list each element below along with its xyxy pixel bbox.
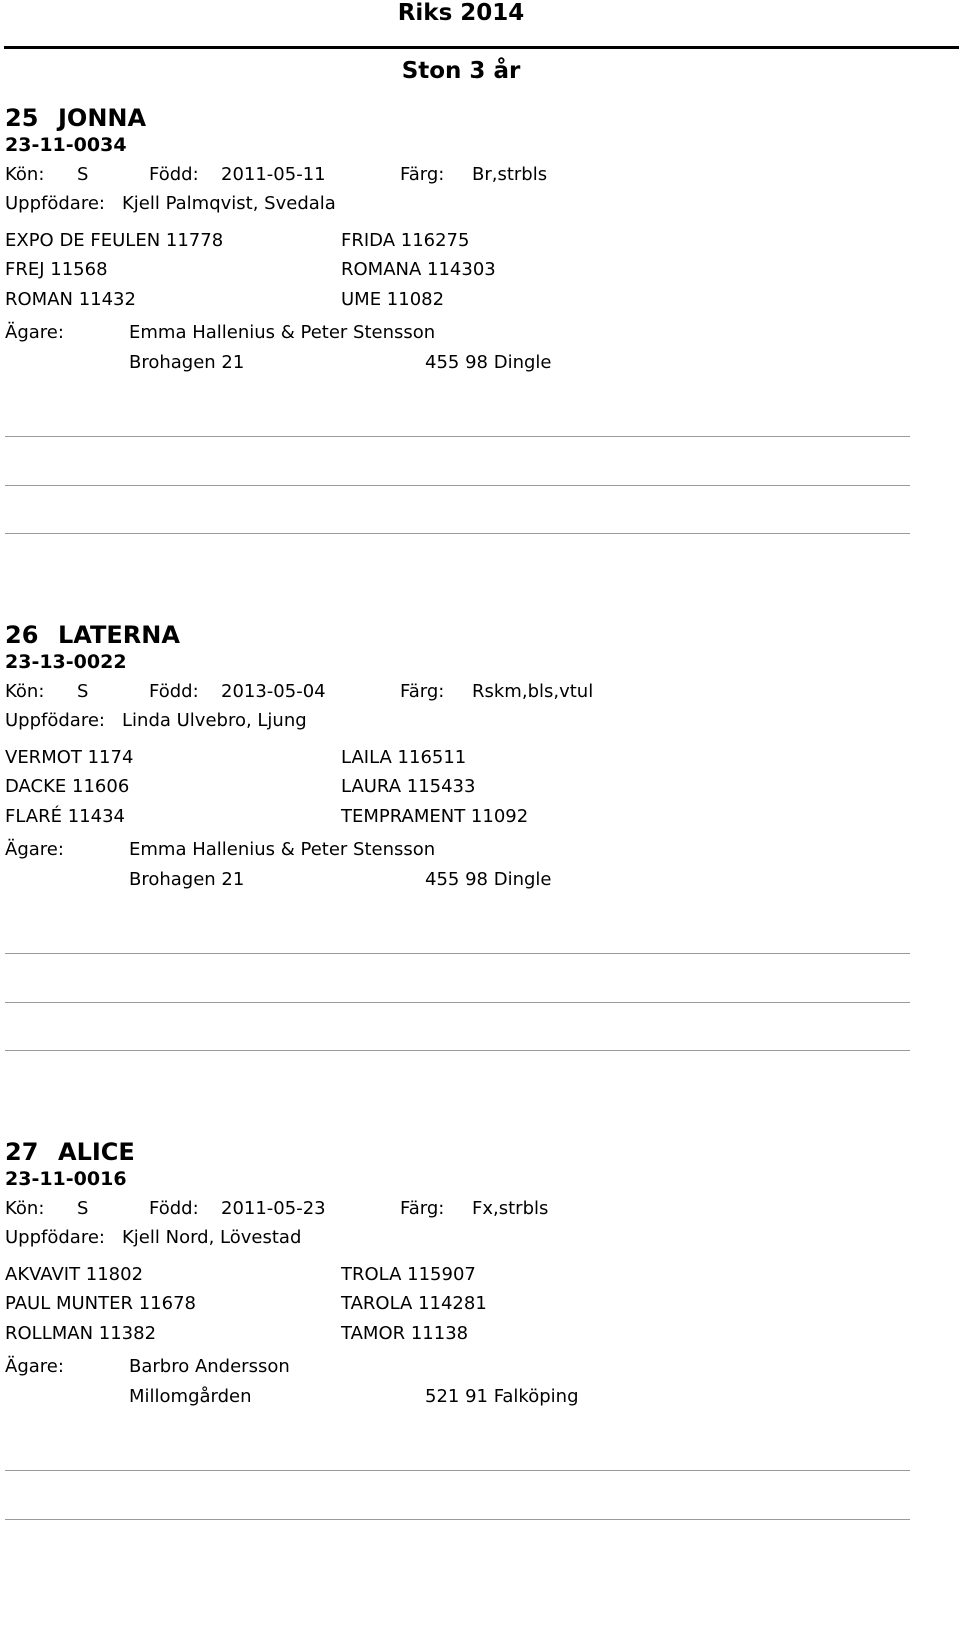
sex-label: Kön: bbox=[5, 1198, 45, 1219]
pedigree-row bbox=[0, 259, 960, 281]
pedigree-right: LAILA 116511 bbox=[341, 747, 467, 768]
owner-street: Millomgården bbox=[129, 1386, 252, 1407]
owner-street: Brohagen 21 bbox=[129, 869, 245, 890]
separator-line bbox=[5, 436, 910, 437]
owner-city: 521 91 Falköping bbox=[425, 1386, 579, 1407]
entry-number: 27 bbox=[5, 1138, 39, 1166]
pedigree-left: FLARÉ 11434 bbox=[5, 806, 125, 827]
details-row bbox=[0, 681, 960, 703]
pedigree-right: ROMANA 114303 bbox=[341, 259, 496, 280]
color-label: Färg: bbox=[400, 681, 445, 702]
owner-street: Brohagen 21 bbox=[129, 352, 245, 373]
registration-row bbox=[0, 651, 960, 673]
born-label: Född: bbox=[149, 681, 199, 702]
sex-value: S bbox=[77, 1198, 89, 1219]
separator-line bbox=[5, 1050, 910, 1051]
breeder-label: Uppfödare: bbox=[5, 193, 105, 214]
registration-row bbox=[0, 134, 960, 156]
owner-city: 455 98 Dingle bbox=[425, 352, 552, 373]
details-row bbox=[0, 1198, 960, 1220]
separator-line bbox=[5, 485, 910, 486]
owner-city: 455 98 Dingle bbox=[425, 869, 552, 890]
details-row bbox=[0, 164, 960, 186]
owner-row bbox=[0, 1356, 960, 1378]
owner-name: Emma Hallenius & Peter Stensson bbox=[129, 839, 436, 860]
pedigree-row bbox=[0, 776, 960, 798]
entry-heading bbox=[0, 621, 960, 649]
entry-heading bbox=[0, 1138, 960, 1166]
separator-line bbox=[5, 1519, 910, 1520]
pedigree-left: VERMOT 1174 bbox=[5, 747, 134, 768]
registration-number: 23-13-0022 bbox=[5, 651, 127, 673]
pedigree-left: EXPO DE FEULEN 11778 bbox=[5, 230, 224, 251]
pedigree-left: DACKE 11606 bbox=[5, 776, 130, 797]
pedigree-row bbox=[0, 289, 960, 311]
breeder-label: Uppfödare: bbox=[5, 1227, 105, 1248]
class-title: Ston 3 år bbox=[401, 58, 521, 84]
horse-entry bbox=[0, 104, 960, 544]
horse-entry bbox=[0, 621, 960, 1061]
color-value: Rskm,bls,vtul bbox=[472, 681, 594, 702]
pedigree-row bbox=[0, 230, 960, 252]
entry-heading bbox=[0, 104, 960, 132]
breeder-value: Kjell Nord, Lövestad bbox=[122, 1227, 302, 1248]
color-label: Färg: bbox=[400, 1198, 445, 1219]
pedigree-left: ROMAN 11432 bbox=[5, 289, 136, 310]
owner-name: Emma Hallenius & Peter Stensson bbox=[129, 322, 436, 343]
breeder-value: Linda Ulvebro, Ljung bbox=[122, 710, 307, 731]
pedigree-row bbox=[0, 806, 960, 828]
owner-label: Ägare: bbox=[5, 322, 64, 343]
header-rule bbox=[4, 46, 959, 49]
horse-name: JONNA bbox=[58, 104, 147, 132]
registration-number: 23-11-0016 bbox=[5, 1168, 127, 1190]
color-value: Br,strbls bbox=[472, 164, 548, 185]
pedigree-row bbox=[0, 747, 960, 769]
separator-line bbox=[5, 1470, 910, 1471]
breeder-row bbox=[0, 710, 960, 732]
sex-label: Kön: bbox=[5, 681, 45, 702]
pedigree-right: LAURA 115433 bbox=[341, 776, 476, 797]
born-label: Född: bbox=[149, 1198, 199, 1219]
separator-line bbox=[5, 1002, 910, 1003]
born-value: 2011-05-11 bbox=[221, 164, 326, 185]
color-label: Färg: bbox=[400, 164, 445, 185]
pedigree-row bbox=[0, 1323, 960, 1345]
sex-value: S bbox=[77, 681, 89, 702]
owner-row bbox=[0, 839, 960, 861]
horse-name: ALICE bbox=[58, 1138, 135, 1166]
born-label: Född: bbox=[149, 164, 199, 185]
owner-name: Barbro Andersson bbox=[129, 1356, 290, 1377]
pedigree-right: UME 11082 bbox=[341, 289, 445, 310]
color-value: Fx,strbls bbox=[472, 1198, 549, 1219]
pedigree-right: TAROLA 114281 bbox=[341, 1293, 487, 1314]
breeder-label: Uppfödare: bbox=[5, 710, 105, 731]
breeder-value: Kjell Palmqvist, Svedala bbox=[122, 193, 336, 214]
separator-line bbox=[5, 953, 910, 954]
pedigree-row bbox=[0, 1293, 960, 1315]
horse-entry bbox=[0, 1138, 960, 1578]
entry-number: 25 bbox=[5, 104, 39, 132]
horse-name: LATERNA bbox=[58, 621, 180, 649]
sex-label: Kön: bbox=[5, 164, 45, 185]
owner-row bbox=[0, 322, 960, 344]
breeder-row bbox=[0, 1227, 960, 1249]
pedigree-right: TAMOR 11138 bbox=[341, 1323, 469, 1344]
sex-value: S bbox=[77, 164, 89, 185]
owner-address-row bbox=[0, 869, 960, 891]
separator-line bbox=[5, 533, 910, 534]
owner-address-row bbox=[0, 352, 960, 374]
breeder-row bbox=[0, 193, 960, 215]
owner-address-row bbox=[0, 1386, 960, 1408]
owner-label: Ägare: bbox=[5, 839, 64, 860]
born-value: 2011-05-23 bbox=[221, 1198, 326, 1219]
pedigree-left: AKVAVIT 11802 bbox=[5, 1264, 144, 1285]
pedigree-row bbox=[0, 1264, 960, 1286]
pedigree-left: PAUL MUNTER 11678 bbox=[5, 1293, 196, 1314]
pedigree-right: TEMPRAMENT 11092 bbox=[341, 806, 529, 827]
entry-number: 26 bbox=[5, 621, 39, 649]
owner-label: Ägare: bbox=[5, 1356, 64, 1377]
pedigree-left: FREJ 11568 bbox=[5, 259, 108, 280]
registration-row bbox=[0, 1168, 960, 1190]
pedigree-right: TROLA 115907 bbox=[341, 1264, 476, 1285]
pedigree-right: FRIDA 116275 bbox=[341, 230, 470, 251]
registration-number: 23-11-0034 bbox=[5, 134, 127, 156]
born-value: 2013-05-04 bbox=[221, 681, 326, 702]
page-title: Riks 2014 bbox=[397, 0, 525, 26]
pedigree-left: ROLLMAN 11382 bbox=[5, 1323, 157, 1344]
